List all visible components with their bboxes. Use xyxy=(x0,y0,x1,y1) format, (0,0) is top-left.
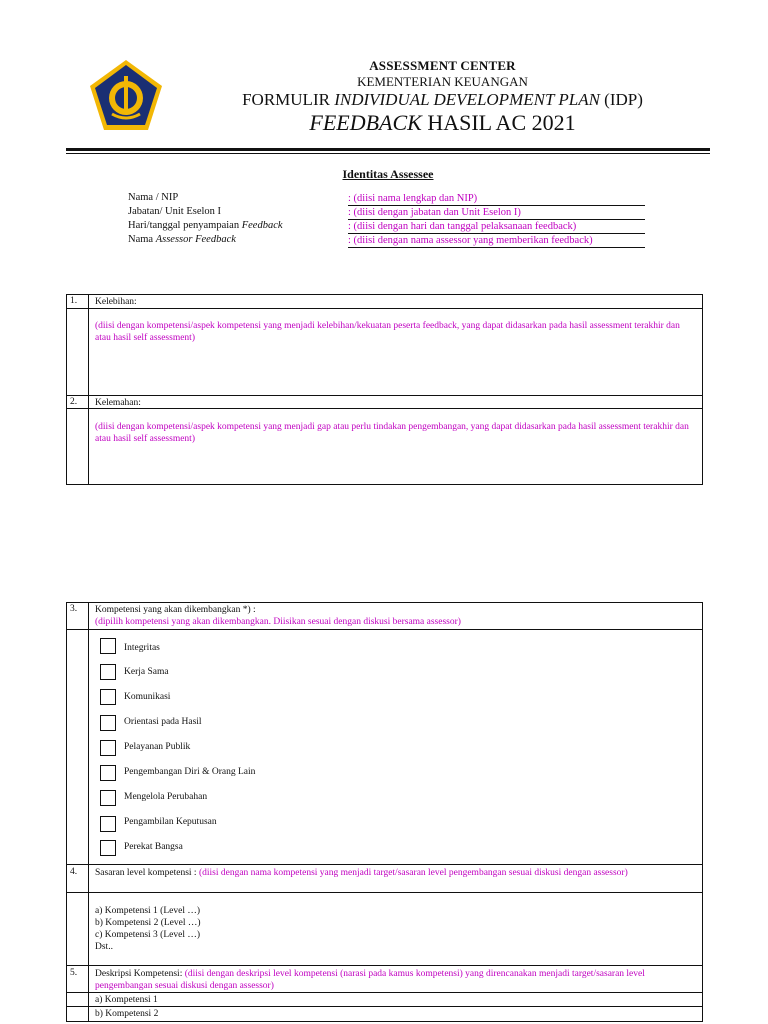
identitas-label-tanggal: Hari/tanggal penyampaian Feedback xyxy=(128,220,283,231)
checkbox-label: Kerja Sama xyxy=(124,667,169,677)
row-divider xyxy=(67,395,702,396)
kompetensi-note: (dipilih kompetensi yang akan dikembangkan. Diisikan sesuai dengan diskusi bersama assessor) xyxy=(95,617,461,627)
kompetensi-label: Kompetensi yang akan dikembangkan *) : xyxy=(95,605,256,615)
checkbox-perekat-bangsa[interactable] xyxy=(100,840,116,856)
kelemahan-label: Kelemahan: xyxy=(95,398,141,408)
sasaran-item[interactable]: c) Kompetensi 3 (Level …) xyxy=(95,930,200,940)
row-divider xyxy=(67,408,702,409)
table-kelebihan-kelemahan xyxy=(66,294,703,485)
row-3-number: 3. xyxy=(70,604,78,614)
form-subtitle: FEEDBACK HASIL AC 2021 xyxy=(309,110,576,135)
row-1-number: 1. xyxy=(70,296,78,306)
form-title: FORMULIR INDIVIDUAL DEVELOPMENT PLAN (IDP) xyxy=(242,90,643,109)
kelemahan-field[interactable]: (diisi dengan kompetensi/aspek kompetensi yang menjadi gap atau perlu tindakan pengembangan, yang dapat didasarkan pada hasil assessment terakhir dan atau hasil self assessment) xyxy=(95,422,689,444)
deskripsi-item[interactable]: a) Kompetensi 1 xyxy=(95,995,158,1005)
header-line-2: KEMENTERIAN KEUANGAN xyxy=(357,74,528,89)
checkbox-kerja-sama[interactable] xyxy=(100,664,116,680)
checkbox-label: Pengambilan Keputusan xyxy=(124,817,217,827)
identitas-field-nama[interactable]: : (diisi nama lengkap dan NIP) xyxy=(348,192,645,206)
identitas-field-tanggal[interactable]: : (diisi dengan hari dan tanggal pelaksanaan feedback) xyxy=(348,220,645,234)
sasaran-item[interactable]: b) Kompetensi 2 (Level …) xyxy=(95,918,201,928)
checkbox-pengambilan-keputusan[interactable] xyxy=(100,816,116,832)
header-rule-thin xyxy=(66,153,710,154)
checkbox-pelayanan-publik[interactable] xyxy=(100,740,116,756)
header-rule-thick xyxy=(66,148,710,151)
kelebihan-field[interactable]: (diisi dengan kompetensi/aspek kompetensi yang menjadi kelebihan/kekuatan peserta feedback, yang dapat didasarkan pada hasil assessment terakhir dan atau hasil self assessment) xyxy=(95,321,680,343)
checkbox-label: Mengelola Perubahan xyxy=(124,792,208,802)
deskripsi-label: Deskripsi Kompetensi: (diisi dengan deskripsi level kompetensi (narasi pada kamus kompetensi) yang direncanakan menjadi target/sasaran level pengembangan sesuai diskusi dengan assessor) xyxy=(95,969,645,991)
checkbox-pengembangan-diri[interactable] xyxy=(100,765,116,781)
row-2-number: 2. xyxy=(70,397,78,407)
checkbox-label: Pengembangan Diri & Orang Lain xyxy=(124,767,256,777)
row-4-number: 4. xyxy=(70,867,78,877)
row-divider xyxy=(67,892,702,893)
number-column xyxy=(67,295,89,484)
checkbox-label: Perekat Bangsa xyxy=(124,842,183,852)
row-divider xyxy=(67,965,702,966)
row-divider xyxy=(67,308,702,309)
checkbox-label: Komunikasi xyxy=(124,692,171,702)
kelebihan-label: Kelebihan: xyxy=(95,297,137,307)
checkbox-label: Orientasi pada Hasil xyxy=(124,717,202,727)
checkbox-label: Pelayanan Publik xyxy=(124,742,191,752)
identitas-title: Identitas Assessee xyxy=(342,167,434,181)
identitas-label-jabatan: Jabatan/ Unit Eselon I xyxy=(128,206,222,217)
table-kompetensi xyxy=(66,602,703,1022)
kemenkeu-logo xyxy=(88,58,164,132)
identitas-field-assessor[interactable]: : (diisi dengan nama assessor yang memberikan feedback) xyxy=(348,234,645,248)
deskripsi-item[interactable]: b) Kompetensi 2 xyxy=(95,1009,159,1019)
sasaran-item[interactable]: a) Kompetensi 1 (Level …) xyxy=(95,906,200,916)
identitas-field-jabatan[interactable]: : (diisi dengan jabatan dan Unit Eselon I) xyxy=(348,206,645,220)
number-column xyxy=(67,603,89,1021)
sasaran-label: Sasaran level kompetensi : (diisi dengan nama kompetensi yang menjadi target/sasaran level pengembangan sesuai diskusi dengan assessor) xyxy=(95,868,628,878)
checkbox-komunikasi[interactable] xyxy=(100,689,116,705)
identitas-label-assessor: Nama Assessor Feedback xyxy=(128,234,236,245)
row-divider xyxy=(67,1006,702,1007)
row-divider xyxy=(67,864,702,865)
row-divider xyxy=(67,992,702,993)
header-line-1: ASSESSMENT CENTER xyxy=(369,58,516,73)
sasaran-item[interactable]: Dst.. xyxy=(95,942,113,952)
row-divider xyxy=(67,629,702,630)
identitas-label-nama: Nama / NIP xyxy=(128,192,179,203)
checkbox-mengelola-perubahan[interactable] xyxy=(100,790,116,806)
checkbox-integritas[interactable] xyxy=(100,638,116,654)
checkbox-orientasi-hasil[interactable] xyxy=(100,715,116,731)
checkbox-label: Integritas xyxy=(124,643,160,653)
row-5-number: 5. xyxy=(70,968,78,978)
